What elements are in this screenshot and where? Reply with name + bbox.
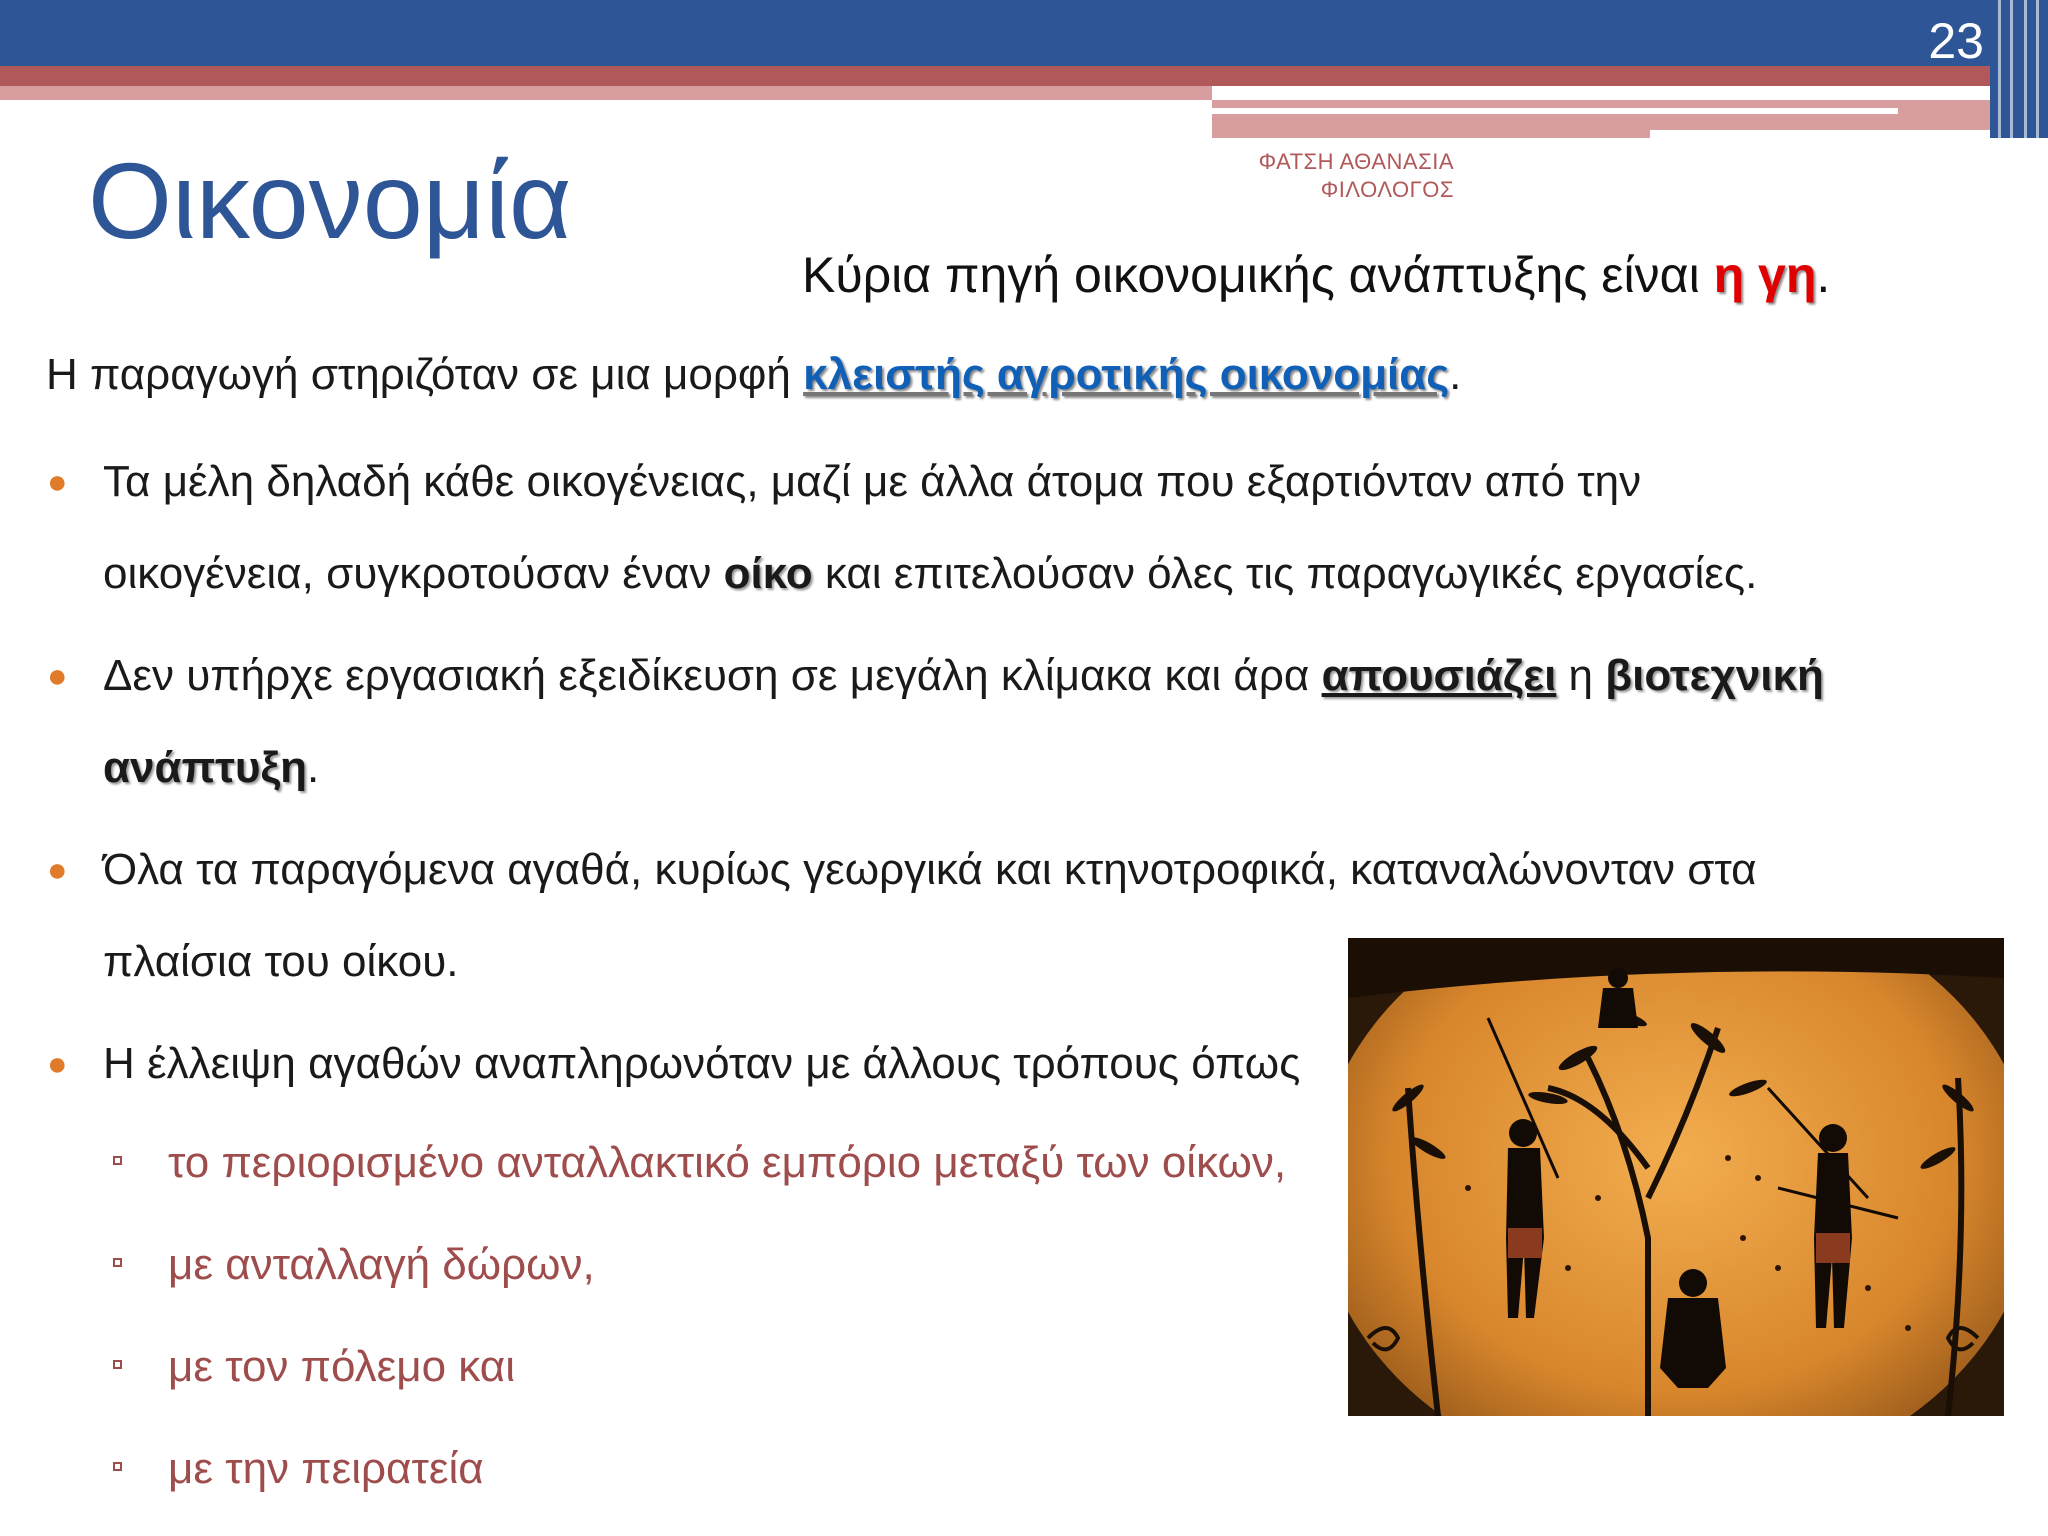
square-bullet-icon [113,1258,122,1267]
sub-item-text: με την πειρατεία [168,1444,484,1493]
square-bullet-icon [113,1462,122,1471]
bullet-1-bold: οίκο [723,549,813,598]
bullet-1-post: και επιτελούσαν όλες τις παραγωγικές εργασίες. [812,549,1758,598]
bullet-1-line1: Τα μέλη δηλαδή κάθε οικογένειας, μαζί με άλλα άτομα που εξαρτιόνταν από την [103,457,1642,506]
subtitle [802,246,1830,304]
sub-item [168,1342,515,1392]
intro-end: . [1449,350,1462,399]
bullet-4-text: Η έλλειψη αγαθών αναπληρωνόταν με άλλους τρόπους όπως [103,1039,1301,1088]
intro-text: Η παραγωγή στηριζόταν σε μια μορφή [46,350,804,399]
sub-item [168,1138,1286,1188]
bullet-2-underline: απουσιάζει [1321,651,1557,700]
header-corner-strip [1990,0,2048,138]
author-name: ΦΑΤΣΗ ΑΘΑΝΑΣΙΑ [1258,149,1454,174]
slide-number: 23 [1928,13,1984,69]
bullet-dot: ● [47,657,68,695]
slide-title: Οικονομία [88,140,572,261]
bullet-1-pre: οικογένεια, συγκροτούσαν έναν [103,549,724,598]
square-bullet-icon [113,1156,122,1165]
bullet-3-line2: πλαίσια του οίκου. [103,937,459,986]
bullet-dot: ● [47,851,68,889]
header-stripe-red [0,66,1990,86]
bullet-dot: ● [47,1045,68,1083]
header-stripe-pink [0,86,1212,100]
subtitle-highlight: η γη [1713,247,1817,303]
sub-item [168,1444,484,1494]
vase-image [1348,938,2004,1416]
square-bullet-icon [113,1360,122,1369]
intro-line [46,350,1461,400]
bullet-2-bold2: ανάπτυξη [103,743,307,792]
bullet-1-line2 [103,528,1883,620]
author-role: ΦΙΛΟΛΟΓΟΣ [1320,177,1454,202]
subtitle-end: . [1816,247,1831,303]
bullet-2-bold1: βιοτεχνική [1605,651,1824,700]
bullet-1 [47,436,1883,620]
sub-item-text: με ανταλλαγή δώρων, [168,1240,595,1289]
bullet-2-line1 [103,630,1883,722]
intro-highlight: κλειστής αγροτικής οικονομίας [803,350,1450,399]
author [1200,148,1454,204]
bullet-2-pre: Δεν υπήρχε εργασιακή εξειδίκευση σε μεγάλη κλίμακα και άρα [103,651,1322,700]
header-line [1212,108,1898,114]
sub-item-text: το περιορισμένο ανταλλακτικό εμπόριο μεταξύ των οίκων, [168,1138,1287,1187]
subtitle-text: Κύρια πηγή οικονομικής ανάπτυξης είναι [802,247,1714,303]
sub-item [168,1240,595,1290]
bullet-3-line1: Όλα τα παραγόμενα αγαθά, κυρίως γεωργικά και κτηνοτροφικά, καταναλώνονταν στα [103,845,1757,894]
header-line-short [1650,130,1990,138]
bullet-dot: ● [47,463,68,501]
bullet-2-end: . [306,743,320,792]
bullet-4 [47,1018,1343,1110]
bullet-2 [47,630,1883,814]
header-band [0,0,1990,66]
bullet-2-line2 [103,722,1883,814]
sub-item-text: με τον πόλεμο και [168,1342,515,1391]
bullet-2-mid: η [1556,651,1606,700]
